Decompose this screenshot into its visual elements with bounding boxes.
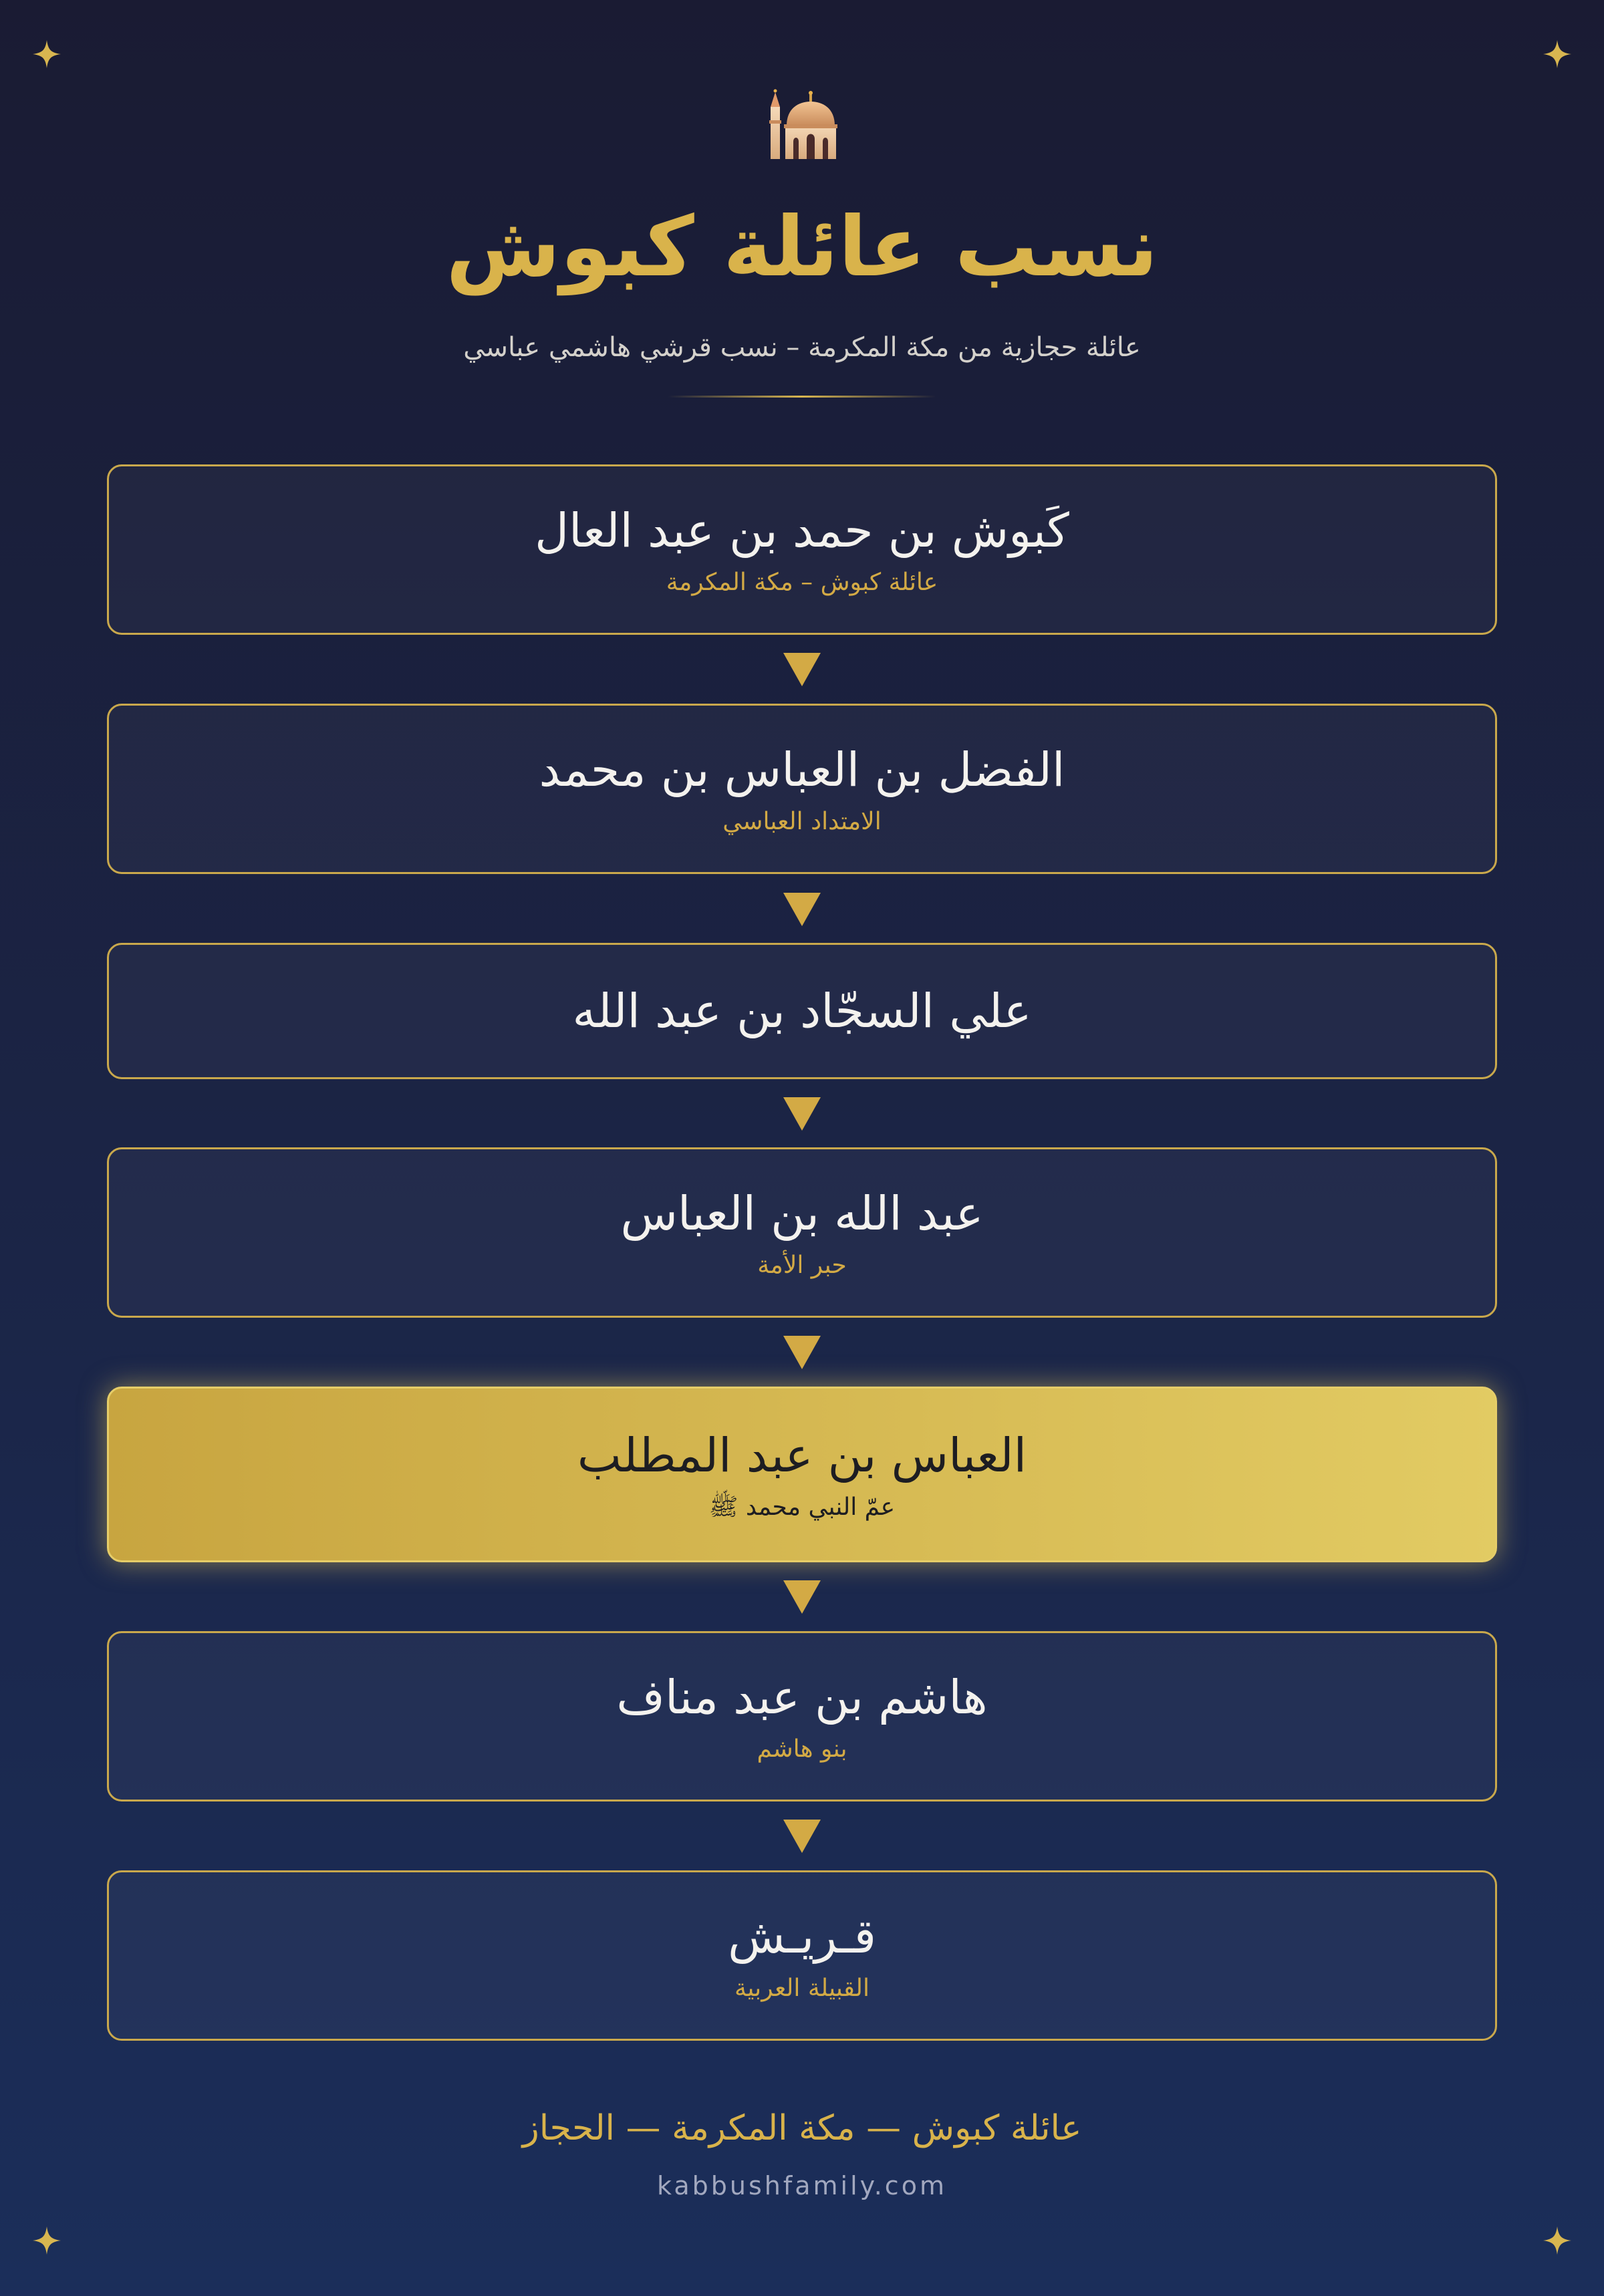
- lineage-note: عمّ النبي محمد ﷺ: [708, 1493, 896, 1521]
- lineage-note: حبر الأمة: [757, 1251, 847, 1279]
- page-title: نسب عائلة كبوش: [446, 199, 1158, 295]
- footer-website-link[interactable]: kabbushfamily.com: [657, 2171, 947, 2200]
- corner-star-icon: [1543, 40, 1571, 68]
- lineage-name: الفضل بن العباس بن محمد: [539, 742, 1065, 797]
- down-arrow-icon: [783, 1820, 821, 1853]
- lineage-name: العباس بن عبد المطلب: [577, 1427, 1027, 1483]
- lineage-card-highlighted: [107, 1387, 1497, 1562]
- down-arrow-icon: [783, 1336, 821, 1369]
- footer-tagline: عائلة كبوش — مكة المكرمة — الحجاز: [522, 2108, 1082, 2148]
- mosque-icon: [767, 87, 837, 160]
- lineage-name: هاشم بن عبد مناف: [616, 1669, 988, 1725]
- lineage-name: عبد الله بن العباس: [620, 1185, 984, 1241]
- lineage-card: [107, 1870, 1497, 2041]
- lineage-card: [107, 704, 1497, 874]
- title-divider: [668, 396, 936, 398]
- lineage-card: [107, 943, 1497, 1079]
- lineage-note: عائلة كبوش – مكة المكرمة: [666, 568, 938, 596]
- down-arrow-icon: [783, 893, 821, 926]
- down-arrow-icon: [783, 653, 821, 686]
- down-arrow-icon: [783, 1097, 821, 1131]
- lineage-name: كَبوش بن حمد بن عبد العال: [535, 503, 1069, 558]
- lineage-card: [107, 1631, 1497, 1802]
- lineage-note: الامتداد العباسي: [722, 807, 882, 835]
- corner-star-icon: [1543, 2227, 1571, 2255]
- lineage-card: [107, 464, 1497, 635]
- lineage-name: علي السجّاد بن عبد الله: [572, 984, 1032, 1038]
- lineage-card: [107, 1147, 1497, 1318]
- down-arrow-icon: [783, 1580, 821, 1614]
- corner-star-icon: [33, 40, 61, 68]
- lineage-name: قـريـش: [728, 1908, 876, 1964]
- lineage-note: القبيلة العربية: [734, 1974, 870, 2002]
- lineage-note: بنو هاشم: [757, 1735, 847, 1763]
- page-subtitle: عائلة حجازية من مكة المكرمة – نسب قرشي هاشمي عباسي: [463, 332, 1141, 363]
- corner-star-icon: [33, 2227, 61, 2255]
